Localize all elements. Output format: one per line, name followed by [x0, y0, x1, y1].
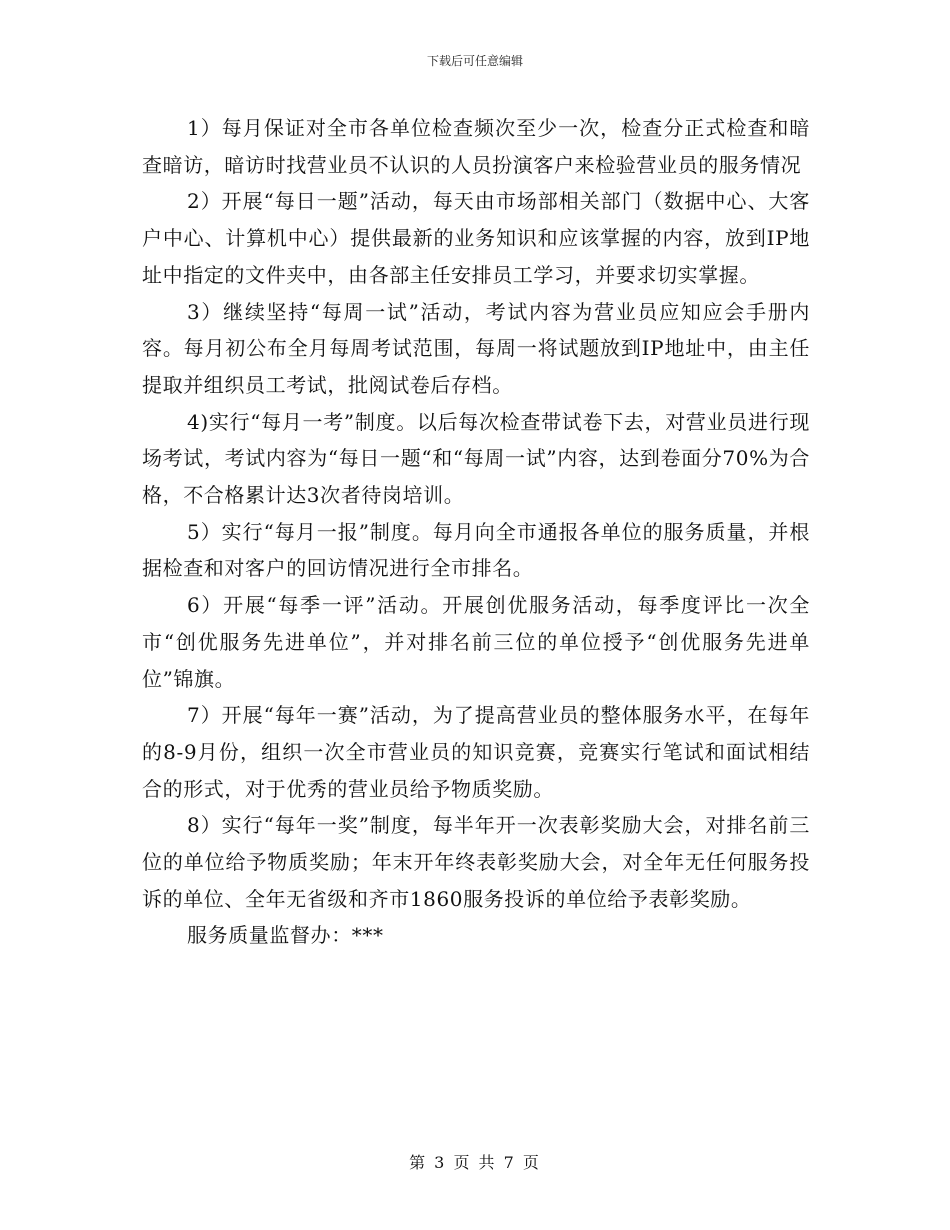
paragraph-8: 8）实行“每年一奖”制度，每半年开一次表彰奖励大会，对排名前三位的单位给予物质奖励；年末开年终表彰奖励大会，对全年无任何服务投诉的单位、全年无省级和齐市1860服务投诉的单位给予表彰奖励。	[142, 813, 810, 911]
paragraph-7: 7）开展“每年一赛”活动，为了提高营业员的整体服务水平，在每年的8-9月份，组织一次全市营业员的知识竞赛，竞赛实行笔试和面试相结合的形式，对于优秀的营业员给予物质奖励。	[142, 703, 810, 801]
paragraph-4: 4)实行“每月一考”制度。以后每次检查带试卷下去，对营业员进行现场考试，考试内容为“每日一题“和“每周一试”内容，达到卷面分70%为合格，不合格累计达3次者待岗培训。	[142, 409, 810, 508]
paragraph-3: 3）继续坚持“每周一试”活动，考试内容为营业员应知应会手册内容。每月初公布全月每周考试范围，每周一将试题放到IP地址中，由主任提取并组织员工考试，批阅试卷后存档。	[142, 299, 810, 397]
page-header: 下载后可任意编辑	[426, 54, 523, 68]
paragraph-1: 1）每月保证对全市各单位检查频次至少一次，检查分正式检查和暗查暗访，暗访时找营业员不认识的人员扮演客户来检验营业员的服务情况	[142, 116, 810, 177]
paragraph-2: 2）开展“每日一题”活动，每天由市场部相关部门（数据中心、大客户中心、计算机中心）提供最新的业务知识和应该掌握的内容，放到IP地址中指定的文件夹中，由各部主任安排员工学习，并要求切实掌握。	[142, 189, 810, 287]
paragraph-5: 5）实行“每月一报”制度。每月向全市通报各单位的服务质量，并根据检查和对客户的回访情况进行全市排名。	[142, 519, 810, 581]
paragraph-6: 6）开展“每季一评”活动。开展创优服务活动，每季度评比一次全市“创优服务先进单位”，并对排名前三位的单位授予“创优服务先进单位”锦旗。	[142, 593, 810, 691]
signature-line: 服务质量监督办：***	[187, 923, 384, 948]
document-body	[142, 110, 810, 954]
page-footer: 第 3 页 共 7 页	[409, 1153, 541, 1172]
